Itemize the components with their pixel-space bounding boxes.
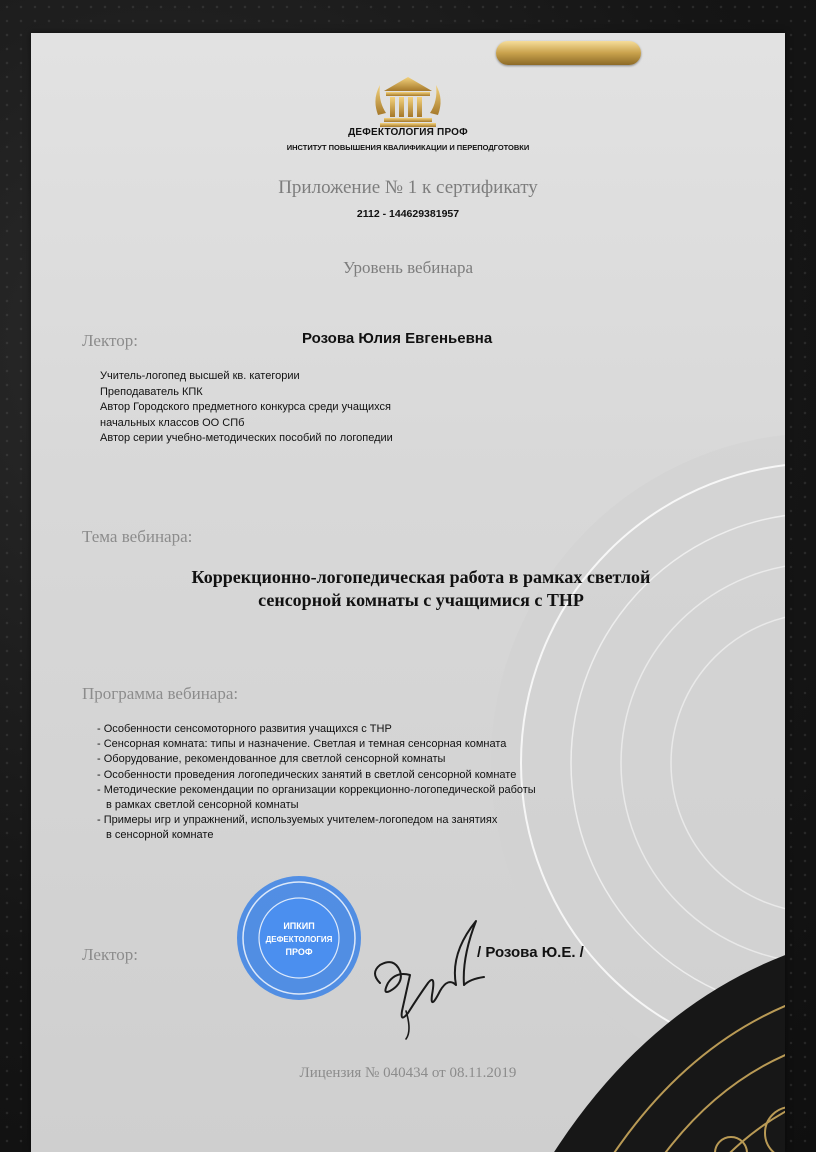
program-list <box>97 722 536 844</box>
organization-name: ДЕФЕКТОЛОГИЯ ПРОФ <box>348 127 468 138</box>
credential-line: Преподаватель КПК <box>100 385 203 398</box>
list-item: в сенсорной комнате <box>106 829 214 842</box>
topic-title <box>91 566 751 612</box>
list-item: в рамках светлой сенсорной комнаты <box>106 799 299 812</box>
list-item: - Оборудование, рекомендованное для светлой сенсорной комнаты <box>97 753 446 766</box>
topic-line: Коррекционно-логопедическая работа в рамках светлой <box>191 567 651 587</box>
list-item: - Сенсорная комната: типы и назначение. Светлая и темная сенсорная комната <box>97 738 507 751</box>
stamp-text: ИПКИП <box>283 921 315 931</box>
lector-credentials <box>100 369 393 447</box>
credential-line: начальных классов ОО СПб <box>100 416 245 429</box>
handwritten-signature <box>366 913 506 1043</box>
gold-plaque <box>496 41 641 65</box>
list-item: - Особенности проведения логопедических занятий в светлой сенсорной комнате <box>97 768 517 781</box>
list-item: - Примеры игр и упражнений, используемых учителем-логопедом на занятиях <box>97 814 498 827</box>
signature-lector-label: Лектор: <box>82 945 138 964</box>
list-item: - Особенности сенсомоторного развития учащихся с ТНР <box>97 723 392 735</box>
certificate-sheet <box>31 33 785 1152</box>
license-text: Лицензия № 040434 от 08.11.2019 <box>299 1065 517 1081</box>
list-item: - Методические рекомендации по организации коррекционно-логопедической работы <box>97 783 536 796</box>
credential-line: Автор Городского предметного конкурса среди учащихся <box>100 401 391 413</box>
lector-label: Лектор: <box>82 331 138 350</box>
program-label: Программа вебинара: <box>82 684 239 703</box>
lector-name: Розова Юлия Евгеньевна <box>302 330 493 347</box>
official-stamp <box>234 873 364 1003</box>
certificate-number: 2112 - 144629381957 <box>356 208 460 220</box>
appendix-title: Приложение № 1 к сертификату <box>278 177 538 198</box>
stamp-text: ПРОФ <box>285 947 313 957</box>
level-title: Уровень вебинара <box>342 258 474 277</box>
signer-name: / Розова Ю.Е. / <box>477 944 584 961</box>
credential-line: Учитель-логопед высшей кв. категории <box>100 370 300 382</box>
credential-line: Автор серии учебно-методических пособий по логопедии <box>100 432 393 444</box>
institute-logo <box>370 75 446 133</box>
organization-subtitle: ИНСТИТУТ ПОВЫШЕНИЯ КВАЛИФИКАЦИИ И ПЕРЕПОДГОТОВКИ <box>286 143 530 152</box>
topic-label: Тема вебинара: <box>82 527 193 546</box>
stamp-text: ДЕФЕКТОЛОГИЯ <box>265 935 333 944</box>
topic-line: сенсорной комнаты с учащимися с ТНР <box>258 590 584 610</box>
columns-icon <box>370 75 446 133</box>
